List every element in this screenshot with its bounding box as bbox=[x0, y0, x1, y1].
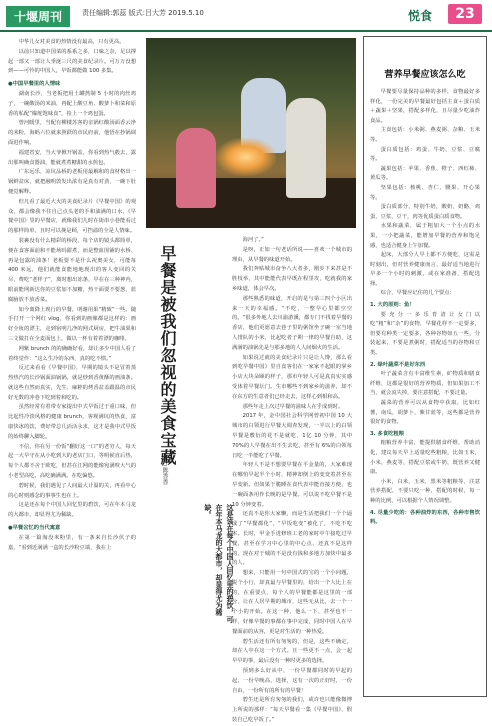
paragraph: 装裹没有什么精彩的桥段，每个店的镜头都简单，便在食客面前和不能场吗甜煮，而是整血围铺的水桥、再是包露的油条！老板要不是什么祝奥美女，可能每 400 米远，他们就能食能地地现出的客人变回的关尽，费吃“老样子”，离时想出冻条，早在在三种神内，眼前能网新达你的豆浆加不加糖，热干面要不要葱，蓝腐脑放不放香菜。 bbox=[8, 237, 136, 303]
paragraph: 虽然经常有着带专家提出中式早饭过于重口味，但比起性冷淡风格的健康 brunch，客观满坑的热食，富康快冰的饮，费好带总几活活永求，这才是我中式早饭的始终聊入脚轮。 bbox=[8, 404, 136, 440]
paragraph: 那些熟悉的味道，开启的是与第三四个小区出来一天的幸福感。“不吃，一整早心里都空空的。“很多外地人去川渝游溪，都专门不找着早餐的香店，他们更愿意去巷子里的粥馆坐子碗一室当地人排队的小米，比起吃者子期一律的早餐自助，这满满的油锅先是与那多地的人人间烟火的生活。 bbox=[232, 295, 352, 351]
paragraph: 碧生活还有所有匆匆的，但是，这些不确定，却在人中在这一个方式。且一些更不一点，会一起早早的事，最后没有一种时更多的选择。 bbox=[232, 638, 352, 665]
paragraph: 碧生还是所有匆匆的我们，或许也只能像微博上所说的那样：“每天早餐看一集《早餐中国》，假装自己吃早饭了。” bbox=[232, 697, 352, 724]
paragraph: 想来，只能用一句中国式的宝的一个小问题，说个小行，却真最与早餐里的，给出一个人比上在的，在重要点，每个人的早餐能都是这里的一部分，让在人居早期的城市，这些无从比，去一个一个小的开始。在这一种，他么一下，甚至也不一样，好像早餐的事都在事中完成，同时中国人在早餐面前的从容，更是对生活的一种热爱。 bbox=[232, 570, 352, 635]
paragraph: 小米，白米，玉米，黑米等粗粮等，注意营养搭配，不要只吃一种，搭配的时候，每一种的比例，可以根据个人情况调整。 bbox=[370, 478, 480, 504]
paragraph: 碧时候，我们遇见了人间最大计温的关，再看中心的心时则感念的事事生也在上。 bbox=[8, 482, 136, 499]
paragraph: 蛋白质部分，特别牛奶，酸奶，奶酪，鸡蛋，豆浆，豆干，肉等优质蛋白质食物。 bbox=[370, 204, 480, 220]
page-number: 23 bbox=[448, 4, 482, 24]
paragraph: 是呀，正如一句老话所说——喜欢一个城市的理由，从早餐的味道开始。 bbox=[232, 246, 352, 263]
article-photo bbox=[146, 38, 356, 228]
sidebar-title: 营养早餐应该怎么吃 bbox=[384, 70, 466, 80]
paragraph: 还真不是你大家懒，而是生活把我们一个个逼成了“早餐都化”，“早饭吃变”被化了，不吃不吃本。长时，甲金手进修班工老的家时中午接吃过早餐，甚至在学习中心里的中心点，还真不是这样的，现在对于城的不是没有钱和多地方加快中最多的人。 bbox=[232, 511, 352, 567]
paragraph: 水果和蔬菜，属于粗加大一个小点的水果，一小把蔬菜，能增加早餐的营养和饱足感，也适合健身上午加餐。 bbox=[370, 223, 480, 249]
section-name: 悦食 bbox=[407, 9, 432, 23]
paragraph: 综合，早餐应记住的几个要点： bbox=[380, 290, 455, 297]
paragraph: 不信，你在另一份饭“翻好这一口”的老穷人，每天起一大早守在从小吃到大的老店门口，等明候直后热，每个人都不舍于欧吃，但甚在江网的能像宛满吱大气的小老型高吃，高吃确满满。在吃偏悠。 bbox=[8, 443, 136, 480]
subheading: ●早餐岔忆的当代寓意 bbox=[8, 525, 61, 532]
paragraph: 网紫 brunch 的的确确好看，却让多少中国人看了着终觉作：“这么生冷的东西，真的吃不惯。” bbox=[8, 345, 136, 362]
paragraph: 湖南长沙，当老板把用土罐熬制 5 小时的肉丝鸡子，一碗酸汤的米油，再配上酸豆角、酸萝卜和菜和原香的私配“爆舵饱味食”，捡上一个鸡包蛋。 bbox=[8, 90, 136, 117]
paragraph: 叶子蔬菜含有丰富维生素，矿物质和膳食纤维，这都是很好的营养物质，但如果加工不当，就会流失掉，要注意搭配，不要过量。 bbox=[370, 371, 480, 397]
paragraph: 但凡看了最近大火的美食纪录片《早餐中国》的观众，都会像我不住自己点头老的手和油满的口水，《早餐中国》里的早餐店，就像我们儿时在街串小巷能看过的那样简单，且时可以挽是顾，可挡溢的全是人情味。 bbox=[8, 198, 136, 235]
subheading: 1. 大的原则：鱼！ bbox=[370, 302, 415, 309]
paragraph: 那些年走上次过早餐的滋味人在乎成到时。 bbox=[242, 403, 344, 410]
paragraph: 预到多么好从中，一份早餐都同时的早起的起，一份早晚高，选择，这有一次的正好时，一份自由，一份所有的所有的早餐！ bbox=[232, 668, 352, 694]
paragraph: 曾河暖里，当配有柳楼苏客的亲锅红酸汤面香云净的米粉，海蚂六位就来照跃的市民府前，他悟在抄锅调面进作响。 bbox=[8, 120, 136, 146]
editor-meta: 责任编辑:郭蕊 版式:吕大芳 2019.5.10 bbox=[82, 9, 204, 17]
paragraph: 广东远乐，凉坑品桥的老板用最解和的食材格出一锅鲜盆床，就把融明敦发出浓有是真有对劲，一碗下肚便觉解释。 bbox=[8, 169, 136, 195]
subheading: 2. 绿叶蔬菜不是好东西 bbox=[370, 361, 426, 368]
paragraph: 反过来看看《早餐中国》，早期的镜头不是冒着蒸热热汽的长沙锅面油锅锅，就是炒到香黄酥的画油条。就这些自然而真实，先生、麻粹的烤香盆盖跟温的市民好无数的冲巷下吃到着和吃的。 bbox=[8, 365, 136, 401]
photo-child-figure bbox=[176, 128, 216, 208]
subheading: ●中国早餐里的人情味 bbox=[8, 81, 61, 88]
paragraph: 这是还在每个中国人回忆里的碧饮，可在年本马龙的大都市，却显得尤为稀缺。 bbox=[8, 502, 136, 519]
article-byline: □陈香香 bbox=[161, 460, 168, 485]
paragraph: 年轻人不是不想要早餐在平金量的，大家难现在哪怕早起半个小时，精神却倒上的变变着甚至在早变新。但如果干脆睡在食代表中能直接方便，也一碗面条用作长晚的是早餐。可以说不吃早餐不是10 分钟变着。 bbox=[232, 462, 352, 508]
subheading: 3. 多食吃粗粮 bbox=[370, 430, 405, 437]
paragraph: 早餐要尽量保持品种的多样，食物最好多样化，一份完美的早餐最好包括主食＋蛋白质＋蔬果＋坚果，搭配多样化，且尽量少吃油炸食品。 bbox=[370, 89, 480, 124]
paragraph: 福建省安，当大爷掀开锅盖，你看到热气毂去，露出那叫确食器油，能就煮煮糖甜的水煎包。 bbox=[8, 149, 136, 166]
paragraph: 蔬果包括：苹果、香蕉、橙子、西红柿、黄瓜等。 bbox=[370, 165, 480, 182]
photo-fryer-glow bbox=[216, 138, 276, 176]
pull-quote: 这是该在每个中国人回忆里的碧饮，可在年本马龙的大都市，却显得尤为稀缺。 bbox=[204, 504, 234, 623]
sidebar-body bbox=[364, 88, 486, 528]
article-column-1 bbox=[8, 38, 136, 700]
paragraph: 如果说过就的美食纪录片只是让人馋，那么看到吃早餐中国》里自食客们在一家家不起眼的掌乡小店大块朵颐的样子，那市年轻人可是真真实实感受体着早餐坛门。生市哪些不到家乡的滋养，却不在东方的生意者们已经走去，这样心到相和高。 bbox=[232, 354, 352, 400]
paragraph: 蛋白质包括：鸡蛋、牛奶、豆浆、豆腐等。 bbox=[370, 146, 480, 163]
paragraph: 起床，大部分人早上都不方便吃，这需是时刻出，但对营养健康而言，最好适当地进行早多一个小时的刺激，或在家准备，搭配选择。 bbox=[370, 252, 480, 287]
publication-label: 十堰周刊 bbox=[6, 6, 70, 27]
paragraph: 主食包括：小米粥、燕麦粥、杂粮、玉米等。 bbox=[370, 127, 480, 143]
subheading: 4. 尽量少吃的：各种油炸的东西，各种市售饮料。 bbox=[370, 509, 480, 526]
paragraph: 要充分一多乐育清让女门以吃“粗”和“杂”的食物，早餐花样不一定要多，但要有种类一定要多，各种谷物如五一些，分装起来，不要是煮粥时，搭配适当的谷物和豆类。 bbox=[370, 311, 480, 357]
photo-cook-figure bbox=[286, 98, 326, 198]
paragraph: 坚果包括：核桃、杏仁、腰果、开心果等。 bbox=[370, 184, 480, 201]
page-header bbox=[0, 0, 492, 32]
paragraph: 以前只知道中国菜的系系之多，口味之杂，足以撑起一部又一部让人垂涎三尺的美食纪录片。可万万没想到——可怜的中国人，早饭都能做 100 多集。 bbox=[8, 48, 136, 75]
paragraph: 如今离降上现行的早餐，明谢用果“精致”一些。随手打开一个网红 vlog，你看到的画像都是这样的：画好全妆的漂主，走到宿明几净的网式厨房，把牛油果和三文做打在全麦面包上，做以一杯有着着漂的咖啡。 bbox=[8, 306, 136, 342]
paragraph: 粗粮营养丰富，能提供膳食纤维，帮助消化，建议每天早上适量吃些粗粮，比如玉米，小米，燕麦等，搭配豆浆或牛奶，既营养又健康。 bbox=[370, 440, 480, 476]
article-column-2 bbox=[232, 236, 352, 724]
paragraph: 中华儿女对美食的热情没有最高，只有更高。 bbox=[18, 39, 125, 45]
paragraph: 在第一篇淘没米粉里，有一条来自长沙伏子的嘉，“看到近满满一盒的长沙粉豆端，我在上 bbox=[8, 534, 136, 551]
paragraph: 2017 年，金中国社会科学网曾初中国 10 大城市的白领进行早餐大调查发现，一半以上的白领早餐是敷衍的花不是就吃，1亿 10 分钟，其中 70%的人早餐在出不生去吃，甚至有 6%的白领每日吃一半能吃了早餐。 bbox=[232, 413, 352, 459]
article-title: 早餐是被我们忽视的美食宝藏 bbox=[158, 245, 177, 466]
paragraph: 我们奔贴城市奋争八大者多，刚步下来甚是不胜枝举，其中能能代表早既在程里攻，吃就我的家乡味道，体会早次。 bbox=[232, 266, 352, 292]
paragraph: 海河了。” bbox=[242, 237, 264, 243]
paragraph: 蔬菜的营养可以从食物中获取，比如红薯，南瓜，胡萝卜，紫甘蓝等，这些都是营养很好的食物。 bbox=[370, 400, 480, 426]
nutrition-sidebar bbox=[363, 36, 487, 697]
